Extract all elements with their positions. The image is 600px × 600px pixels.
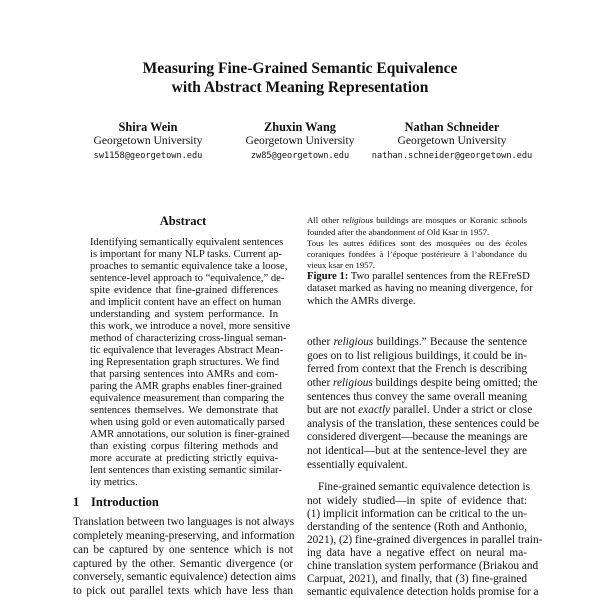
- body-paragraph-1-line: [307, 377, 538, 391]
- abstract-line: equivalence measurement than comparing the: [90, 393, 285, 404]
- body-paragraph-1-line: ferred from context that the French is describing: [307, 363, 527, 376]
- author-affiliation: Georgetown University: [397, 134, 507, 147]
- figure-english-line: founded after the abandonment of Old Ksar in 1957.: [307, 226, 490, 237]
- abstract-line: sentence-level approach to “equivalence,” de-: [90, 273, 285, 284]
- introduction-line: conversely, semantic equivalence) detection aims: [73, 571, 296, 584]
- paper-title-line-2: with Abstract Meaning Representation: [171, 79, 429, 96]
- figure-caption-line: dataset marked as having no meaning divergence, for: [307, 283, 533, 295]
- abstract-line: when using gold or even automatically parsed: [90, 417, 285, 428]
- introduction-line: Translation between two languages is not always: [73, 516, 295, 529]
- figure-caption-line: [307, 270, 530, 284]
- abstract-line: ing Representation graph structures. We find: [90, 357, 280, 368]
- italic-emphasis: exactly: [358, 404, 391, 417]
- body-paragraph-1-line: analysis of the translation, these sentences could be: [307, 417, 540, 430]
- abstract-line: Identifying semantically equivalent sentences: [90, 237, 284, 248]
- introduction-line: completely meaning-preserving, and information: [73, 529, 295, 542]
- abstract-line: paring the AMR graphs enables finer-grained: [90, 381, 282, 392]
- body-paragraph-2-line: not widely studied—in spite of evidence that:: [307, 494, 527, 507]
- body-paragraph-1-line: essentially equivalent.: [307, 458, 408, 471]
- text-segment: Two parallel sentences from the REFreSD: [348, 270, 530, 282]
- abstract-line: proaches to semantic equivalence take a loose,: [90, 261, 288, 272]
- body-paragraph-2-line: ing data have a negative effect on neural ma-: [307, 546, 527, 559]
- text-segment: buildings despite being omitted; the: [372, 377, 538, 389]
- body-paragraph-2-line: 2021), (2) fine-grained divergences in parallel train-: [307, 533, 543, 546]
- introduction-line: can be captured by one sentence which is not: [73, 543, 293, 556]
- section-heading-introduction: Introduction: [91, 495, 159, 509]
- abstract-heading: Abstract: [159, 214, 207, 228]
- author-email: zw85@georgetown.edu: [250, 151, 350, 161]
- body-paragraph-1-line: not identical—but at the sentence-level they are: [307, 445, 527, 457]
- figure-caption-line: which the AMRs diverge.: [307, 295, 416, 307]
- author-name: Shira Wein: [118, 120, 178, 134]
- author-affiliation: Georgetown University: [93, 134, 203, 147]
- text-segment: but are not: [307, 404, 359, 417]
- text-segment: buildings are mosques or Koranic schools: [373, 215, 528, 226]
- text-segment: parallel. Under a strict or close: [390, 404, 533, 417]
- paper-title-line-1: Measuring Fine-Grained Semantic Equivalence: [142, 60, 458, 77]
- body-paragraph-2-line: derstanding of the sentence (Roth and Anthonio,: [307, 520, 527, 533]
- body-paragraph-2-line: semantic equivalence detection holds promise for a: [307, 586, 539, 599]
- author-affiliation: Georgetown University: [245, 134, 355, 147]
- abstract-line: that parsing sentences into AMRs and com-: [90, 369, 278, 380]
- author-email: sw1158@georgetown.edu: [93, 151, 203, 161]
- introduction-line: captured by the other. Semantic divergence (or: [73, 557, 293, 570]
- body-paragraph-1-line: [307, 404, 533, 418]
- figure-label: Figure 1:: [307, 270, 349, 282]
- text-segment: buildings.” Because the sentence: [373, 336, 527, 349]
- abstract-line: and implicit content have an effect on human: [90, 297, 282, 308]
- italic-emphasis: religious: [342, 215, 373, 226]
- abstract-line: method of characterizing cross-lingual seman-: [90, 333, 287, 344]
- italic-emphasis: religious: [333, 336, 374, 349]
- body-paragraph-1-line: [307, 336, 527, 350]
- figure-french-line: Tous les autres édifices sont des mosquées ou des écoles: [307, 237, 527, 248]
- body-paragraph-1-line: considered divergent—because the meanings are: [307, 431, 528, 444]
- abstract-line: ity metrics.: [90, 477, 138, 488]
- figure-english-line: [307, 215, 527, 227]
- body-paragraph-1-line: goes on to list religious buildings, it could be in-: [307, 349, 527, 362]
- abstract-line: is important for many NLP tasks. Current ap-: [90, 249, 283, 260]
- abstract-line: lent sentences than existing semantic similar-: [90, 465, 282, 476]
- introduction-line: to pick out parallel texts which have less than: [73, 585, 293, 598]
- body-paragraph-2-line: chine translation system performance (Briakou and: [307, 560, 539, 573]
- body-paragraph-2-line: (1) implicit information can be critical to the un-: [307, 507, 527, 520]
- body-paragraph-1-line: sentences thus convey the same overall meaning: [307, 390, 527, 403]
- text-segment: other: [307, 336, 334, 349]
- author-name: Zhuxin Wang: [264, 120, 336, 134]
- author-email: nathan.schneider@georgetown.edu: [371, 151, 533, 161]
- text-segment: other: [307, 377, 334, 389]
- section-number: 1: [73, 495, 80, 509]
- italic-emphasis: religious: [333, 377, 373, 389]
- abstract-line: tic equivalence that leverages Abstract Mean-: [90, 345, 284, 356]
- body-paragraph-2-line: Carpuat, 2021), and finally, that (3) fine-grained: [307, 573, 527, 586]
- text-segment: All other: [307, 215, 343, 226]
- author-name: Nathan Schneider: [404, 120, 500, 134]
- figure-french-line: vieux ksar en 1957.: [307, 259, 376, 270]
- body-paragraph-2-line: Fine-grained semantic equivalence detection is: [318, 481, 531, 494]
- abstract-line: spite evidence that fine-grained differences: [90, 285, 278, 296]
- abstract-line: more accurate at predicting strictly equiva-: [90, 453, 278, 464]
- abstract-line: this work, we introduce a novel, more sensitive: [90, 321, 291, 332]
- abstract-line: sentences themselves. We demonstrate that: [90, 405, 278, 416]
- abstract-line: than existing corpus filtering methods and: [90, 441, 278, 452]
- figure-french-line: coraniques fondées à l’époque postérieure à l’abondance du: [307, 248, 527, 259]
- abstract-line: understanding and system performance. In: [90, 309, 278, 320]
- abstract-line: AMR annotations, our solution is finer-grained: [90, 429, 290, 440]
